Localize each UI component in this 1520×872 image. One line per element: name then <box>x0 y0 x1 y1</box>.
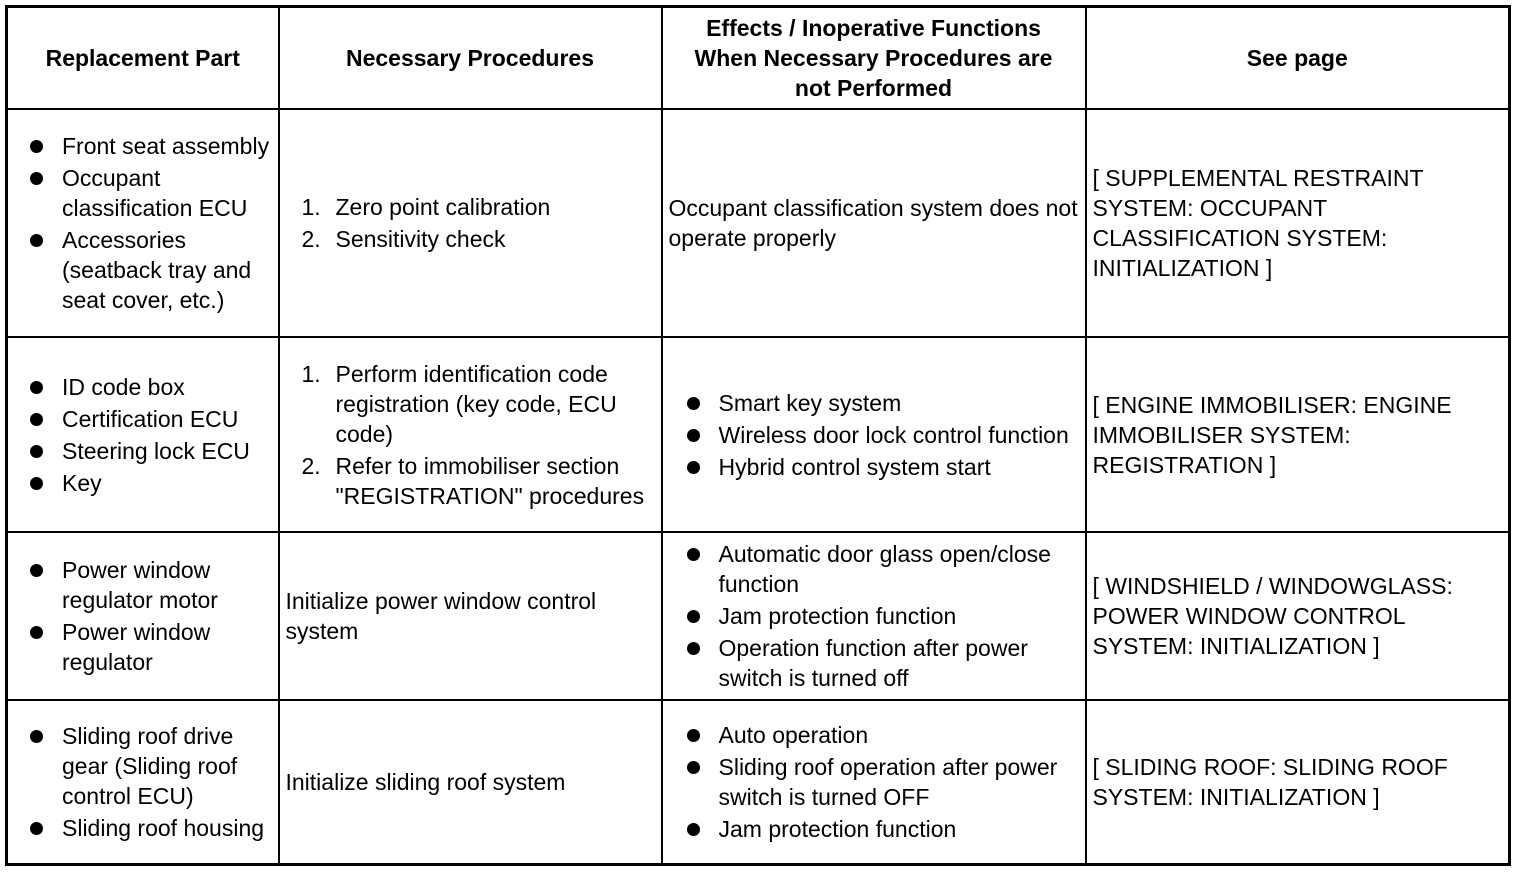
procedure-list <box>286 359 655 511</box>
list-item: Occupant classification ECU <box>12 163 272 223</box>
list-item: Sliding roof operation after power switch is turned OFF <box>669 752 1079 812</box>
list-item: Operation function after power switch is turned off <box>669 633 1079 693</box>
see-page-cell: [ SLIDING ROOF: SLIDING ROOF SYSTEM: INITIALIZATION ] <box>1086 700 1510 864</box>
effects-cell <box>662 532 1086 700</box>
procedure-cell <box>279 109 662 337</box>
header-effects: Effects / Inoperative Functions When Necessary Procedures are not Performed <box>662 7 1086 110</box>
replacement-part-cell <box>7 700 279 864</box>
list-item: Steering lock ECU <box>12 436 272 466</box>
list-item: Automatic door glass open/close function <box>669 539 1079 599</box>
list-item: Sliding roof housing <box>12 813 272 843</box>
procedure-cell: Initialize power window control system <box>279 532 662 700</box>
effects-cell: Occupant classification system does not operate properly <box>662 109 1086 337</box>
list-item: Accessories (seatback tray and seat cover, etc.) <box>12 225 272 315</box>
list-item: Sliding roof drive gear (Sliding roof control ECU) <box>12 721 272 811</box>
header-necessary-procedures: Necessary Procedures <box>279 7 662 110</box>
parts-list <box>12 372 272 498</box>
parts-list <box>12 131 272 315</box>
header-see-page: See page <box>1086 7 1510 110</box>
list-item: Power window regulator motor <box>12 555 272 615</box>
list-item: 1. Perform identification code registration (key code, ECU code) <box>301 360 617 447</box>
table-header-row <box>7 7 1510 110</box>
see-page-cell: [ SUPPLEMENTAL RESTRAINT SYSTEM: OCCUPANT CLASSIFICATION SYSTEM: INITIALIZATION ] <box>1086 109 1510 337</box>
header-replacement-part: Replacement Part <box>7 7 279 110</box>
replacement-part-cell <box>7 109 279 337</box>
effects-list <box>669 539 1079 693</box>
see-page-cell: [ WINDSHIELD / WINDOWGLASS: POWER WINDOW CONTROL SYSTEM: INITIALIZATION ] <box>1086 532 1510 700</box>
list-item: Jam protection function <box>669 601 1079 631</box>
procedure-list <box>286 192 655 254</box>
see-page-cell: [ ENGINE IMMOBILISER: ENGINE IMMOBILISER SYSTEM: REGISTRATION ] <box>1086 337 1510 532</box>
list-item: Key <box>12 468 272 498</box>
table-row <box>7 337 1510 532</box>
effects-list <box>669 720 1079 844</box>
list-item: 2. Refer to immobiliser section "REGISTRATION" procedures <box>301 452 645 509</box>
parts-list <box>12 721 272 843</box>
list-item: ID code box <box>12 372 272 402</box>
table-row <box>7 700 1510 864</box>
list-item: Hybrid control system start <box>669 452 1079 482</box>
list-item: Smart key system <box>669 388 1079 418</box>
replacement-part-cell <box>7 337 279 532</box>
procedure-cell: Initialize sliding roof system <box>279 700 662 864</box>
procedure-cell <box>279 337 662 532</box>
list-item: Front seat assembly <box>12 131 272 161</box>
effects-list <box>669 388 1079 482</box>
list-item: 2. Sensitivity check <box>301 226 506 252</box>
list-item: 1. Zero point calibration <box>301 194 551 220</box>
list-item: Power window regulator <box>12 617 272 677</box>
list-item: Certification ECU <box>12 404 272 434</box>
effects-cell <box>662 700 1086 864</box>
table-row <box>7 109 1510 337</box>
list-item: Jam protection function <box>669 814 1079 844</box>
procedures-table <box>5 5 1511 866</box>
table-row <box>7 532 1510 700</box>
parts-list <box>12 555 272 677</box>
replacement-part-cell <box>7 532 279 700</box>
list-item: Wireless door lock control function <box>669 420 1079 450</box>
effects-cell <box>662 337 1086 532</box>
list-item: Auto operation <box>669 720 1079 750</box>
